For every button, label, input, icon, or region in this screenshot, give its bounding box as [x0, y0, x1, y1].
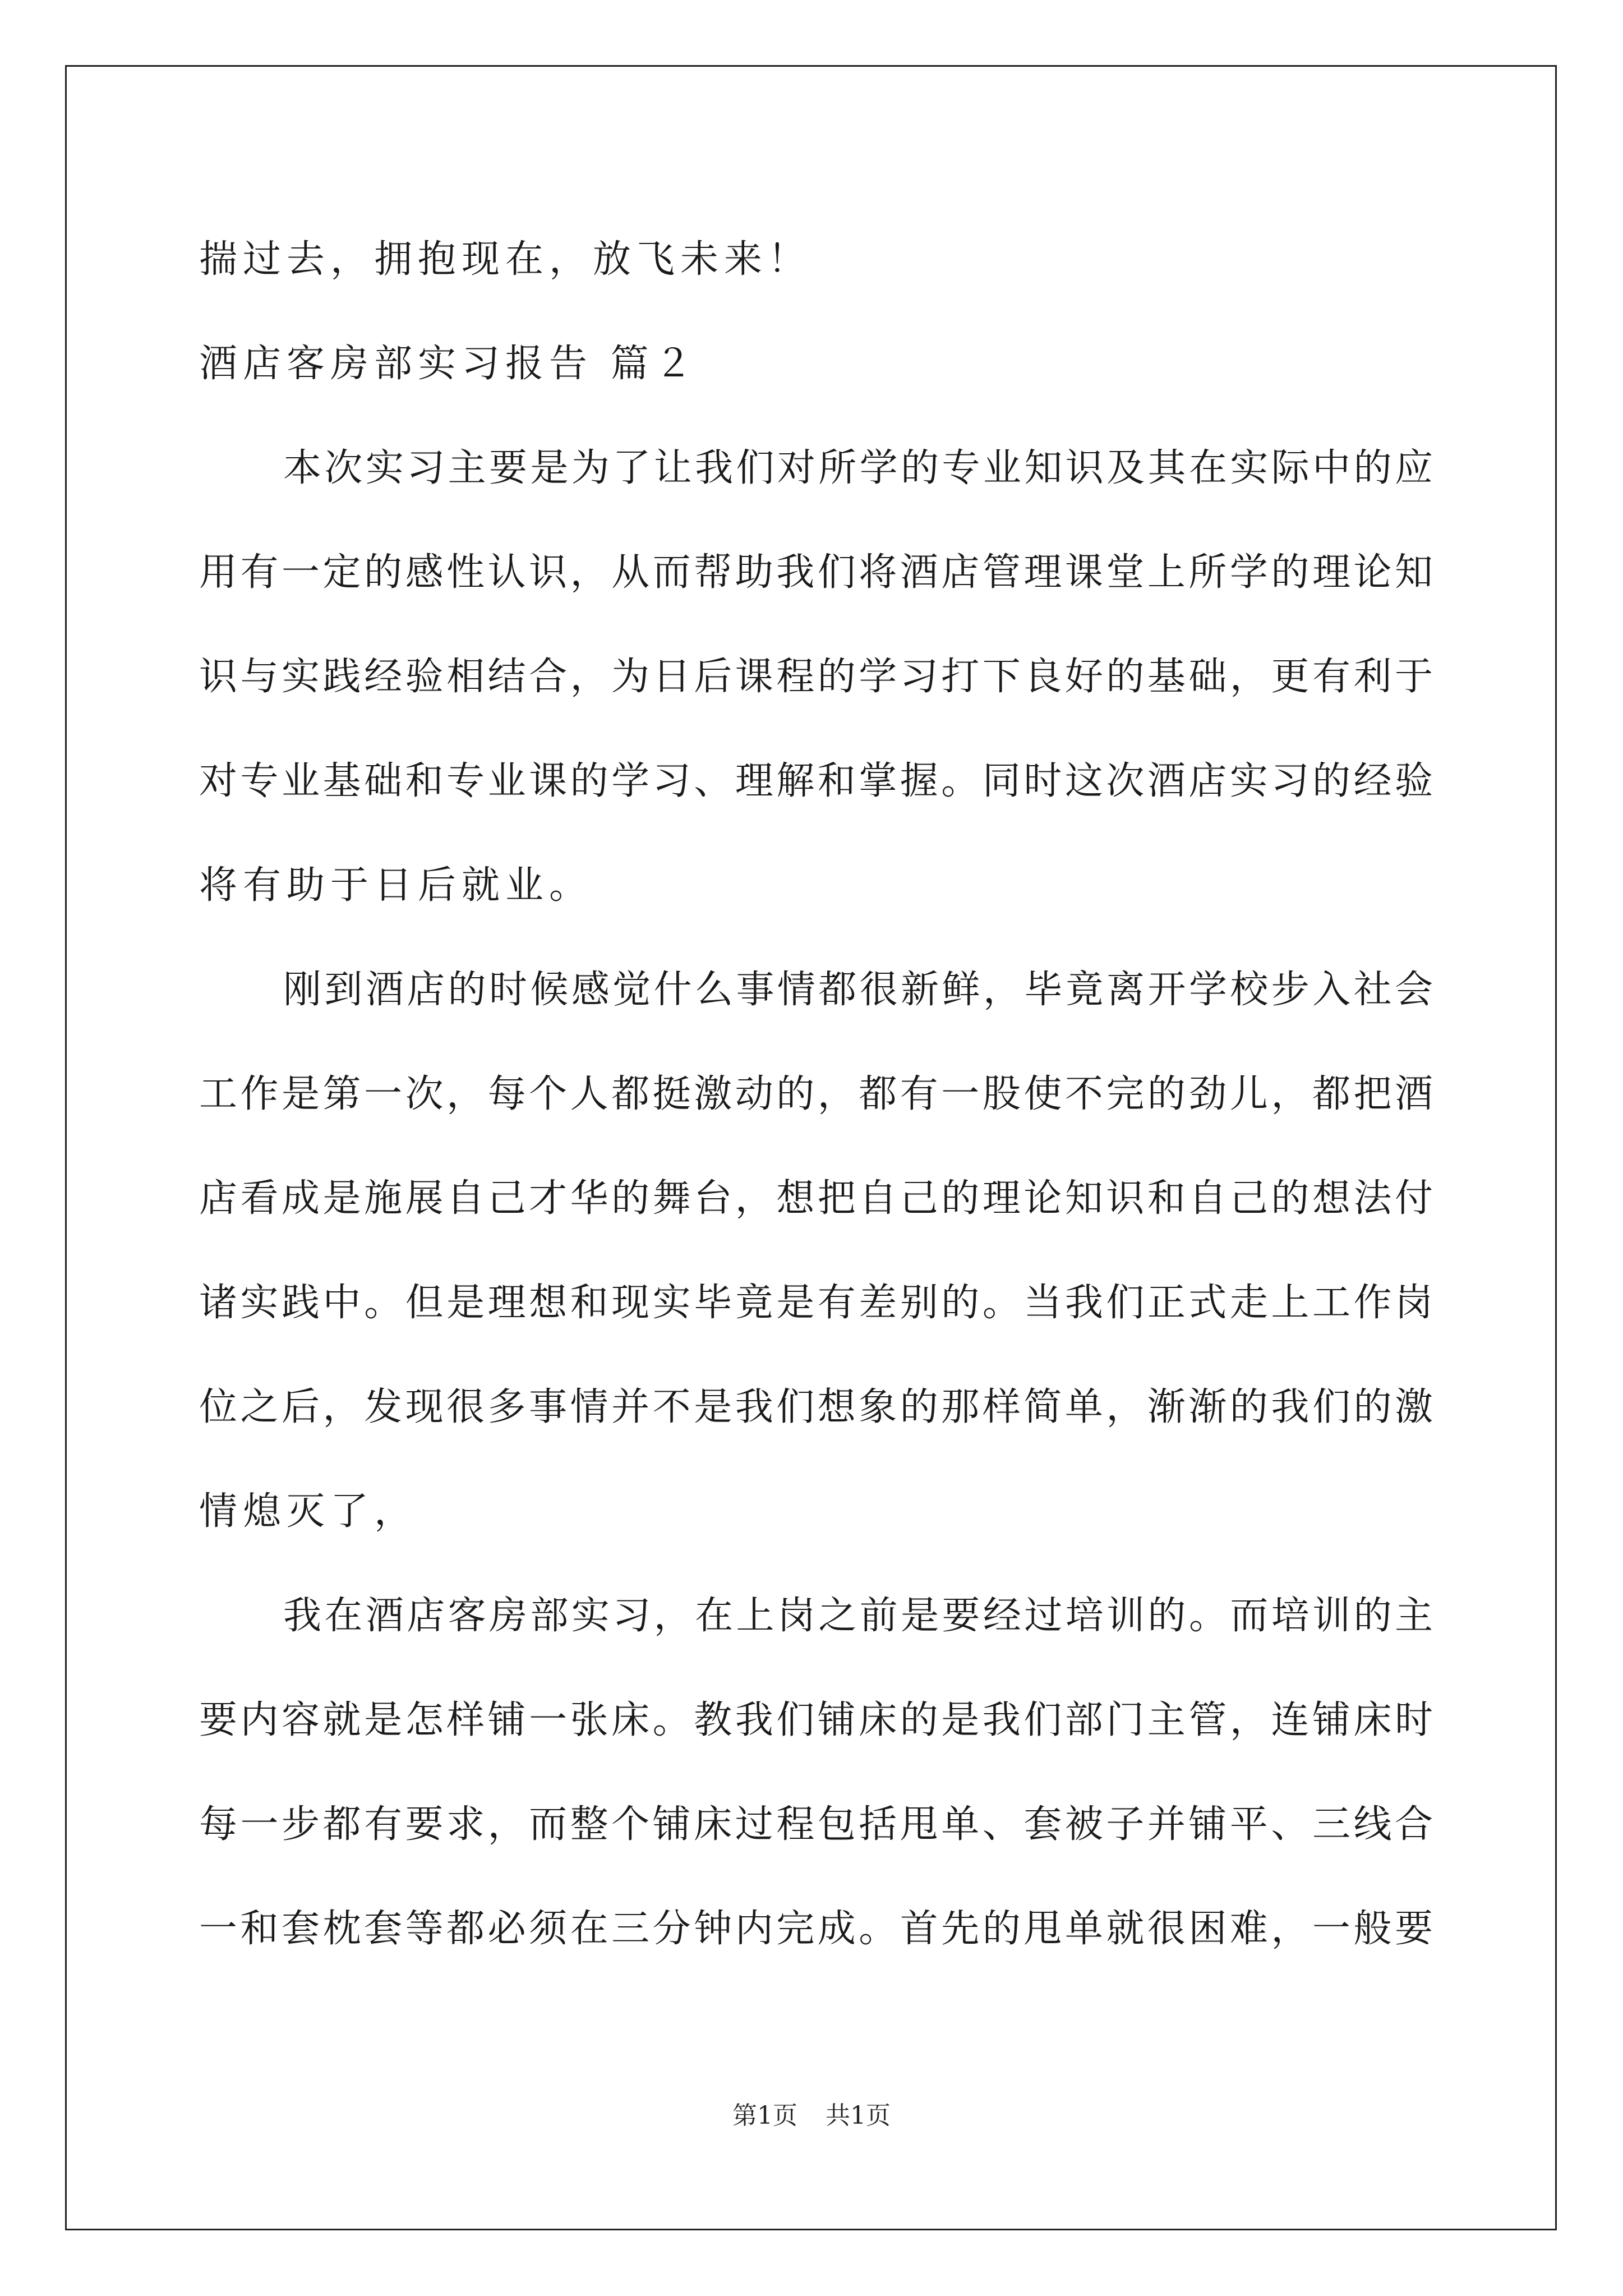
text-line: 一和套枕套等都必须在三分钟内完成。首先的甩单就很困难，一般要 [199, 1907, 1433, 1951]
text-line: 对专业基础和专业课的学习、理解和掌握。同时这次酒店实习的经验 [199, 759, 1433, 803]
text-line: 要内容就是怎样铺一张床。教我们铺床的是我们部门主管，连铺床时 [199, 1698, 1433, 1742]
text-line: 揣过去，拥抱现在，放飞未来！ [199, 237, 812, 282]
text-line: 诸实践中。但是理想和现实毕竟是有差别的。当我们正式走上工作岗 [199, 1281, 1433, 1325]
text-line: 情熄灭了， [199, 1489, 418, 1534]
text-line: 将有助于日后就业。 [199, 863, 593, 908]
text-line: 店看成是施展自己才华的舞台，想把自己的理论知识和自己的想法付 [199, 1176, 1433, 1221]
document-body [199, 208, 1433, 1981]
text-line: 我在酒店客房部实习，在上岗之前是要经过培训的。而培训的主 [283, 1594, 1433, 1638]
text-line: 每一步都有要求，而整个铺床过程包括甩单、套被子并铺平、三线合 [199, 1802, 1433, 1847]
text-line: 识与实践经验相结合，为日后课程的学习打下良好的基础，更有利于 [199, 655, 1433, 699]
text-line: 工作是第一次，每个人都挺激动的，都有一股使不完的劲儿，都把酒 [199, 1072, 1433, 1116]
text-line: 本次实习主要是为了让我们对所学的专业知识及其在实际中的应 [283, 446, 1433, 490]
section-heading: 酒店客房部实习报告 篇２ [199, 342, 698, 386]
page-number: 第1页 [732, 2101, 797, 2130]
page-total: 共1页 [826, 2101, 891, 2130]
page-footer [0, 2095, 1623, 2131]
text-line: 刚到酒店的时候感觉什么事情都很新鲜，毕竟离开学校步入社会 [283, 968, 1433, 1012]
text-line: 用有一定的感性认识，从而帮助我们将酒店管理课堂上所学的理论知 [199, 550, 1433, 595]
text-line: 位之后，发现很多事情并不是我们想象的那样简单，渐渐的我们的激 [199, 1385, 1433, 1429]
